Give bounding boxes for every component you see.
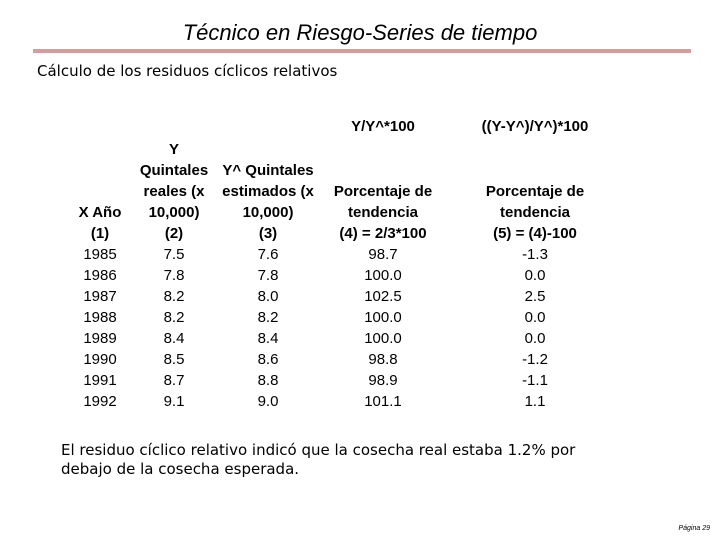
table-cell: 1985 — [83, 246, 117, 263]
table-row — [68, 391, 624, 412]
header-line: (1) — [90, 225, 110, 242]
table-cell: 98.9 — [368, 372, 398, 389]
table-cell: 7.8 — [257, 267, 279, 284]
table-cell: 1987 — [83, 288, 117, 305]
header-line: Y^ Quintales — [222, 162, 314, 179]
table-cell: 100.0 — [364, 309, 402, 326]
header-line: Porcentaje de — [333, 183, 433, 200]
table-cell: 8.4 — [257, 330, 279, 347]
table-cell: 102.5 — [364, 288, 402, 305]
table-cell: 101.1 — [364, 393, 402, 410]
table-cell: 98.8 — [368, 351, 398, 368]
header-cell — [132, 137, 216, 244]
table-cell: 100.0 — [364, 330, 402, 347]
subtitle: Cálculo de los residuos cíclicos relativos — [37, 62, 338, 80]
header-line: (3) — [258, 225, 278, 242]
table-cell: 2.5 — [524, 288, 546, 305]
table-cell: 100.0 — [364, 267, 402, 284]
table-body — [68, 244, 624, 412]
table-cell: 7.5 — [163, 246, 185, 263]
header-line: X Año — [78, 204, 122, 221]
table-row — [68, 244, 624, 265]
table-row — [68, 265, 624, 286]
table-cell: 98.7 — [368, 246, 398, 263]
table-cell: 1992 — [83, 393, 117, 410]
formula-cell: ((Y-Y^)/Y^)*100 — [481, 118, 589, 135]
residuals-table — [68, 116, 624, 412]
table-cell: -1.3 — [522, 246, 548, 263]
table-cell: 1989 — [83, 330, 117, 347]
header-line: estimados (x — [222, 183, 314, 200]
table-row — [68, 286, 624, 307]
header-line: 10,000) — [148, 204, 200, 221]
formula-cell — [68, 116, 132, 137]
table-cell: 1991 — [83, 372, 117, 389]
header-line: (4) = 2/3*100 — [339, 225, 427, 242]
table-cell: 7.8 — [163, 267, 185, 284]
page-title: Técnico en Riesgo-Series de tiempo — [182, 20, 538, 45]
table-cell: 0.0 — [524, 309, 546, 326]
header-cell — [216, 137, 320, 244]
table-cell: 9.1 — [163, 393, 185, 410]
header-line: (5) = (4)-100 — [493, 225, 577, 242]
table-cell: 1988 — [83, 309, 117, 326]
header-line: Y — [168, 141, 179, 158]
table-cell: 7.6 — [257, 246, 279, 263]
table-cell: 8.2 — [163, 309, 185, 326]
table-cell: 8.4 — [163, 330, 185, 347]
formula-cell — [216, 116, 320, 137]
header-row — [68, 137, 624, 244]
table-cell: -1.1 — [522, 372, 548, 389]
formula-cell — [132, 116, 216, 137]
header-line: reales (x — [143, 183, 205, 200]
table-cell: 0.0 — [524, 330, 546, 347]
table-row — [68, 370, 624, 391]
header-line: Quintales — [139, 162, 209, 179]
formula-row — [68, 116, 624, 137]
header-cell — [446, 137, 624, 244]
header-line: tendencia — [499, 204, 571, 221]
table-cell: 8.2 — [163, 288, 185, 305]
header-line: 10,000) — [242, 204, 294, 221]
header-cell — [320, 137, 446, 244]
table-row — [68, 349, 624, 370]
header-line: Porcentaje de — [485, 183, 585, 200]
table-cell: 8.6 — [257, 351, 279, 368]
table-cell: 9.0 — [257, 393, 279, 410]
header-line: (2) — [164, 225, 184, 242]
table-row — [68, 307, 624, 328]
header-line: tendencia — [347, 204, 419, 221]
page-number: Página 29 — [678, 525, 710, 532]
table-row — [68, 328, 624, 349]
table-cell: -1.2 — [522, 351, 548, 368]
table-cell: 8.2 — [257, 309, 279, 326]
table-cell: 0.0 — [524, 267, 546, 284]
formula-cell: Y/Y^*100 — [351, 118, 415, 135]
table-cell: 8.0 — [257, 288, 279, 305]
table-cell: 1.1 — [524, 393, 546, 410]
table-cell: 8.5 — [163, 351, 185, 368]
table-cell: 8.7 — [163, 372, 185, 389]
table-cell: 1986 — [83, 267, 117, 284]
header-cell — [68, 137, 132, 244]
table-cell: 1990 — [83, 351, 117, 368]
conclusion-note: El residuo cíclico relativo indicó que la cosecha real estaba 1.2% por debajo de la cosecha esperada. — [61, 441, 576, 478]
table-cell: 8.8 — [257, 372, 279, 389]
title-rule — [33, 49, 691, 53]
